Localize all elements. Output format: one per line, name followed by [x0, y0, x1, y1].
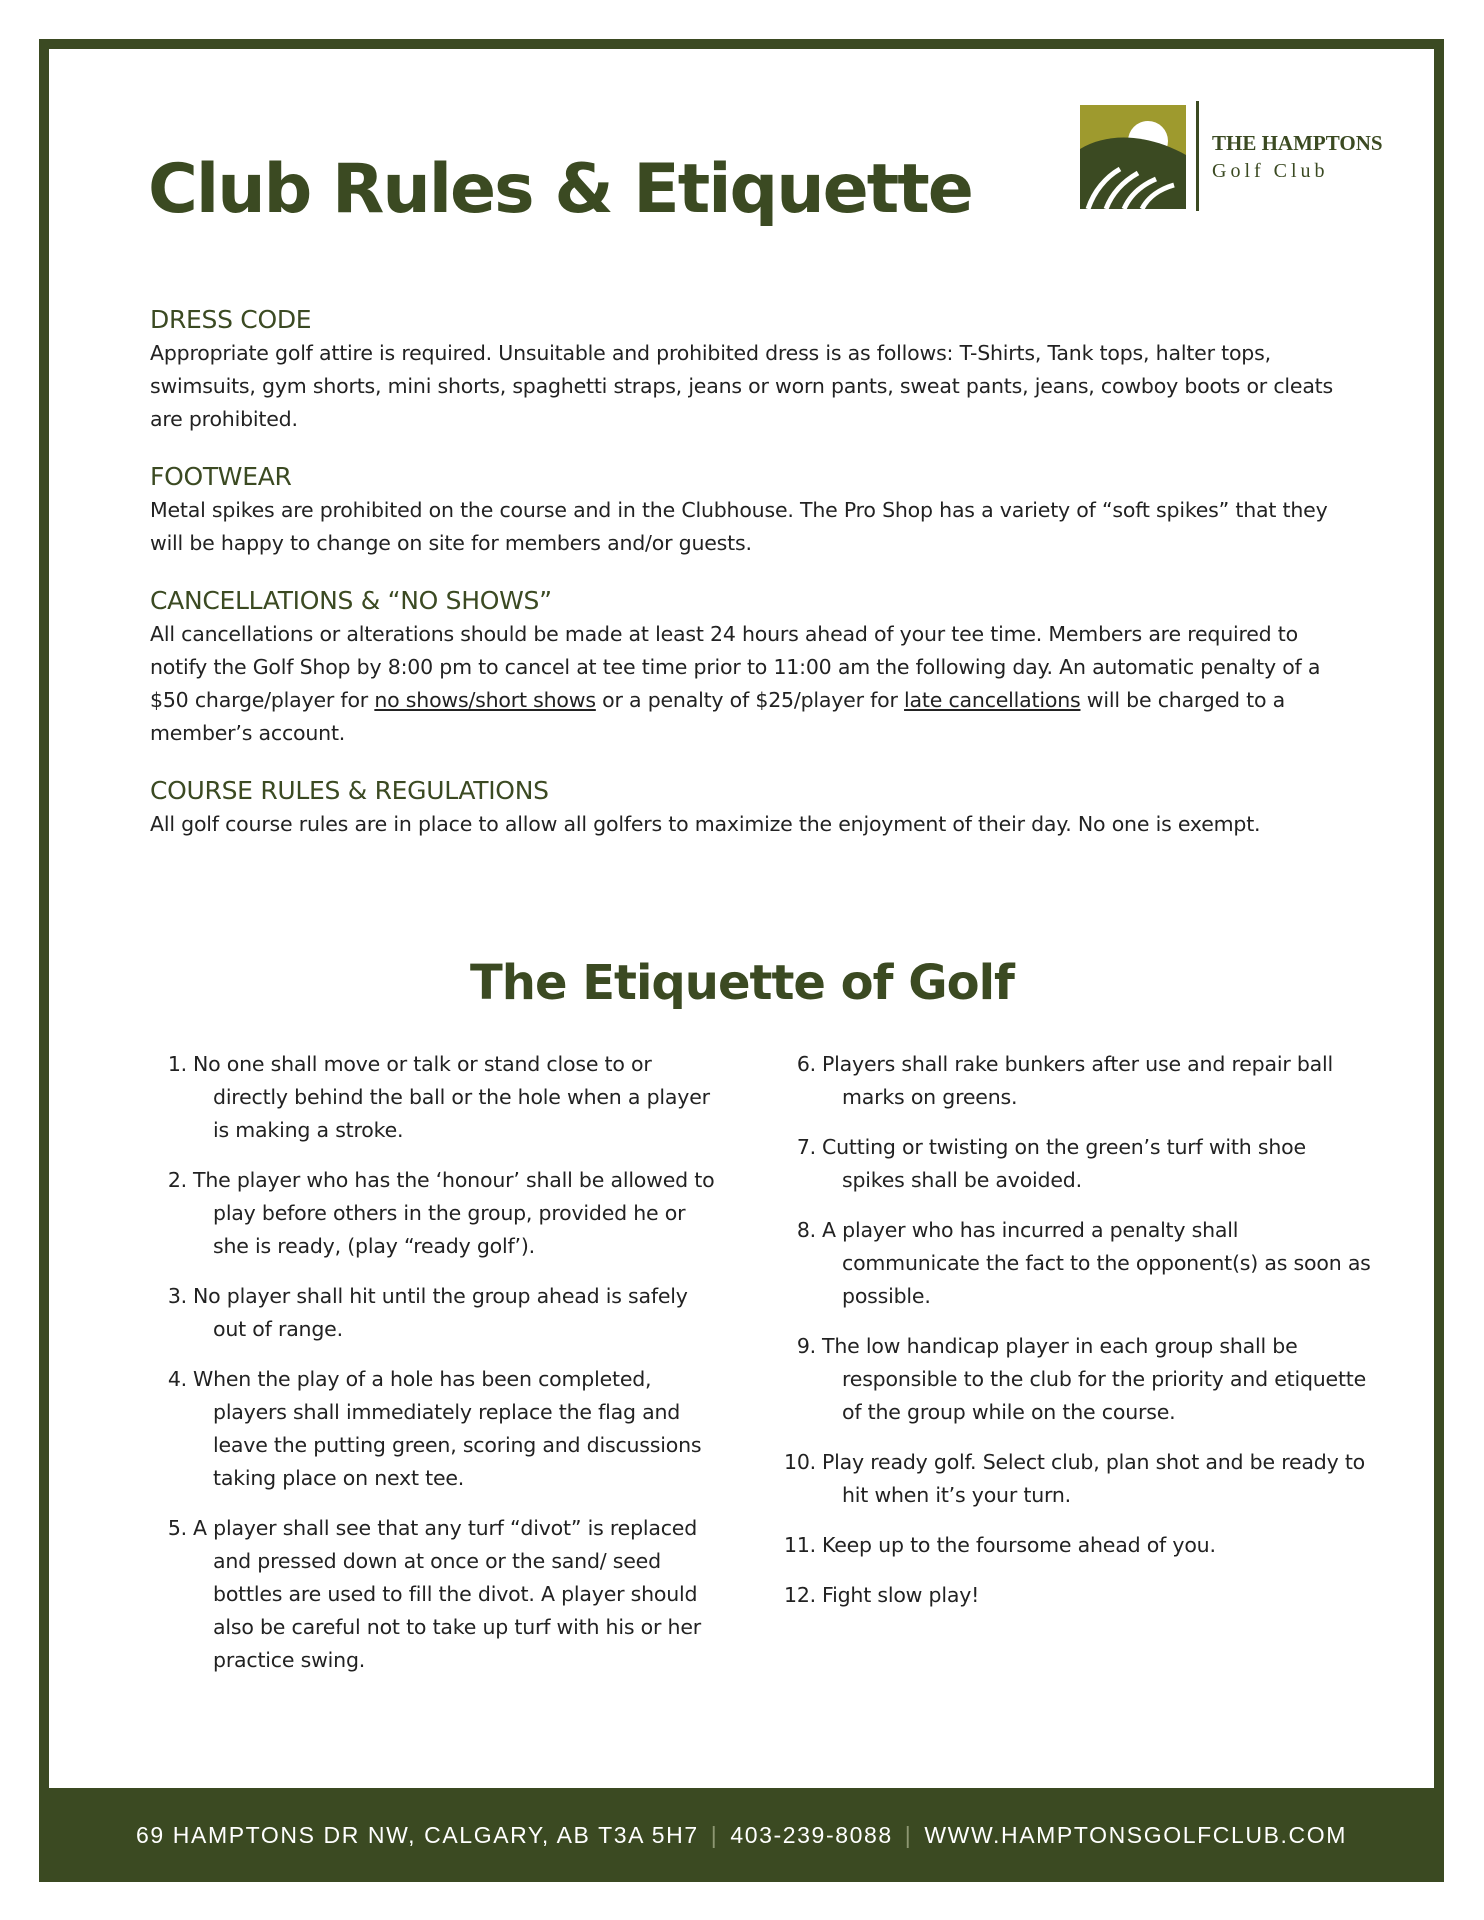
logo-divider — [1196, 101, 1199, 211]
footer-phone[interactable]: 403-239-8088 — [730, 1821, 893, 1848]
section-course-rules — [150, 774, 1350, 841]
section-body: Appropriate golf attire is required. Unsuitable and prohibited dress is as follows: T-Shirts, Tank tops, halter tops, swimsuits, gym shorts, mini shorts, spaghetti straps, jeans or worn pants, sweat pants, jeans, cowboy boots or cleats are prohibited. — [150, 341, 1333, 431]
underlined-text: late cancellations — [904, 688, 1081, 712]
list-item — [148, 1280, 718, 1346]
section-heading: CANCELLATIONS & “NO SHOWS” — [150, 586, 552, 615]
etiquette-list-right — [774, 1048, 1374, 1629]
list-item — [148, 1512, 718, 1677]
section-heading: DRESS CODE — [150, 305, 312, 334]
section-body: Metal spikes are prohibited on the course and in the Clubhouse. The Pro Shop has a variety of “soft spikes” that they will be happy to change on site for members and/or guests. — [150, 498, 1328, 555]
section-body: All golf course rules are in place to allow all golfers to maximize the enjoyment of their day. No one is exempt. — [150, 812, 1261, 836]
club-logo — [1080, 101, 1410, 213]
underlined-text: no shows/short shows — [374, 688, 596, 712]
golf-course-hills-icon — [1080, 105, 1186, 209]
item-text: A player shall see that any turf “divot” is replaced and pressed down at once or the sand/ seed bottles are used to fill the divot. A player should also be careful not to take up turf with his or her practice swing. — [193, 1516, 701, 1672]
footer-separator: | — [710, 1821, 719, 1848]
list-item — [774, 1446, 1374, 1512]
item-text: Players shall rake bunkers after use and repair ball marks on greens. — [822, 1052, 1334, 1109]
item-number: 4. — [167, 1367, 187, 1391]
item-text: No player shall hit until the group ahead is safely out of range. — [193, 1284, 688, 1341]
body-text: will be charged to a member’s account. — [150, 688, 1286, 745]
item-number: 10. — [783, 1450, 816, 1474]
body-text: All cancellations or alterations should be made at least 24 hours ahead of your tee time. Members are required to notify the Golf Shop by 8:00 pm to cancel at tee time prior to 11:00 am the following day. An automatic penalty of a $50 charge/player for — [150, 622, 1321, 712]
item-text: Cutting or twisting on the green’s turf with shoe spikes shall be avoided. — [822, 1135, 1306, 1192]
logo-subtitle: Golf Club — [1212, 160, 1329, 182]
item-number: 8. — [796, 1218, 816, 1242]
item-text: Keep up to the foursome ahead of you. — [822, 1533, 1216, 1557]
footer-address: 69 HAMPTONS DR NW, CALGARY, AB T3A 5H7 — [136, 1821, 699, 1848]
item-text: When the play of a hole has been completed, players shall immediately replace the flag and leave the putting green, scoring and discussions taking place on next tee. — [193, 1367, 702, 1490]
item-text: A player who has incurred a penalty shall communicate the fact to the opponent(s) as soon as possible. — [822, 1218, 1371, 1308]
body-text: or a penalty of $25/player for — [595, 688, 905, 712]
item-text: The low handicap player in each group shall be responsible to the club for the priority and etiquette of the group while on the course. — [822, 1334, 1367, 1424]
list-item — [148, 1048, 718, 1147]
list-item — [774, 1048, 1374, 1114]
section-body — [150, 618, 1350, 750]
footer-contact-bar — [39, 1788, 1444, 1882]
footer-separator: | — [904, 1821, 913, 1848]
rules-sections — [150, 303, 1350, 865]
section-footwear — [150, 460, 1350, 560]
list-item — [148, 1164, 718, 1263]
list-item — [148, 1363, 718, 1495]
item-number: 5. — [167, 1516, 187, 1540]
list-item — [774, 1330, 1374, 1429]
item-number: 12. — [783, 1583, 816, 1607]
section-cancellations — [150, 584, 1350, 750]
item-text: Fight slow play! — [822, 1583, 980, 1607]
list-item — [774, 1529, 1374, 1562]
logo-name: THE HAMPTONS — [1212, 131, 1383, 155]
item-text: The player who has the ‘honour’ shall be allowed to play before others in the group, provided he or she is ready, (play “ready golf’). — [193, 1168, 715, 1258]
list-item — [774, 1131, 1374, 1197]
item-text: Play ready golf. Select club, plan shot and be ready to hit when it’s your turn. — [822, 1450, 1366, 1507]
item-number: 6. — [796, 1052, 816, 1076]
section-dress-code — [150, 303, 1350, 436]
etiquette-list-left — [148, 1048, 718, 1694]
item-number: 3. — [167, 1284, 187, 1308]
item-number: 11. — [783, 1533, 816, 1557]
list-item — [774, 1579, 1374, 1612]
item-number: 7. — [796, 1135, 816, 1159]
footer-website-link[interactable]: WWW.HAMPTONSGOLFCLUB.COM — [924, 1821, 1347, 1848]
section-heading: FOOTWEAR — [150, 462, 292, 491]
item-number: 1. — [167, 1052, 187, 1076]
section-heading: COURSE RULES & REGULATIONS — [150, 776, 549, 805]
item-number: 2. — [167, 1168, 187, 1192]
etiquette-title: The Etiquette of Golf — [470, 955, 1014, 1011]
list-item — [774, 1214, 1374, 1313]
item-number: 9. — [796, 1334, 816, 1358]
item-text: No one shall move or talk or stand close to or directly behind the ball or the hole when a player is making a stroke. — [193, 1052, 710, 1142]
page-title: Club Rules & Etiquette — [148, 150, 972, 229]
